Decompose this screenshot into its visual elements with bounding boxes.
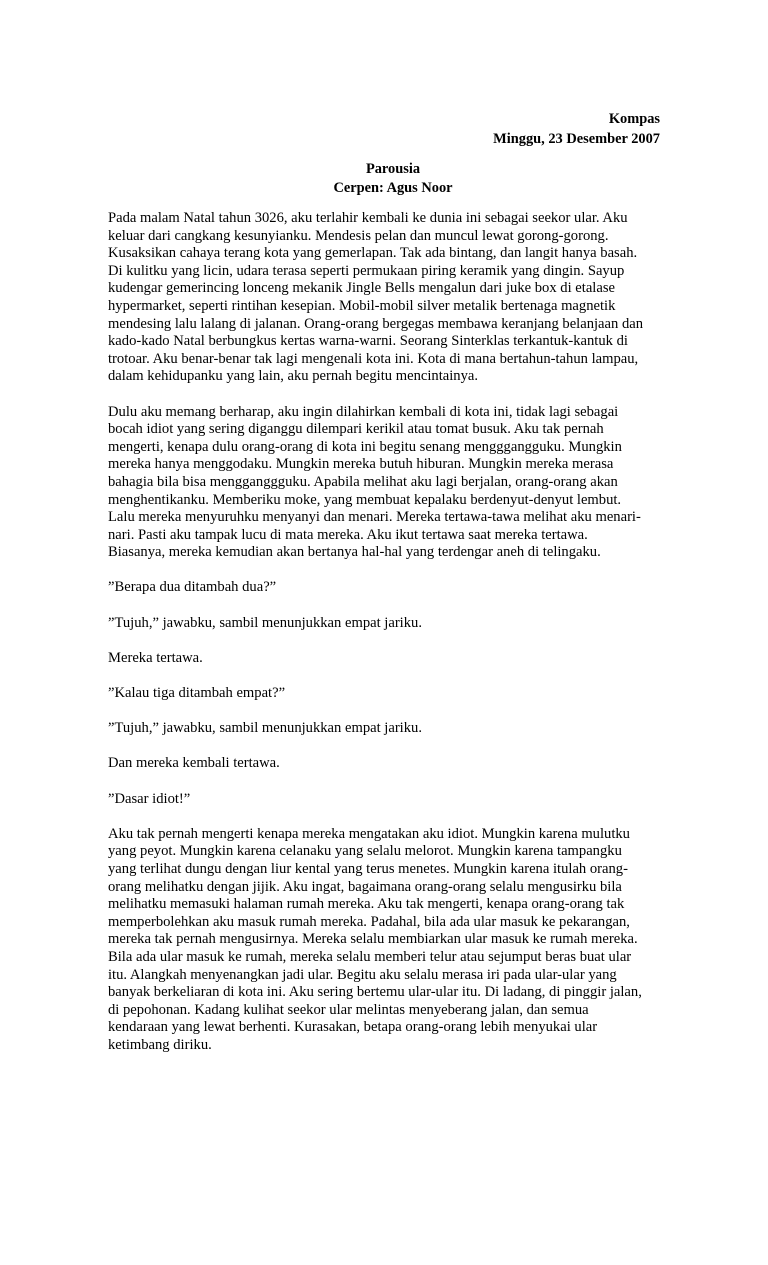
text-line: bocah idiot yang sering diganggu dilempari kerikil atau tomat busuk. Aku tak pernah — [108, 421, 604, 438]
text-line: yang peyot. Mungkin karena celanaku yang selalu melorot. Mungkin karena tampangku — [108, 843, 622, 860]
text-line: banyak berkeliaran di kota ini. Aku sering bertemu ular-ular itu. Di ladang, di pinggir jalan, — [108, 984, 642, 1001]
text-line: Biasanya, mereka kemudian akan bertanya hal-hal yang terdengar aneh di telingaku. — [108, 544, 601, 561]
text-line: Dulu aku memang berharap, aku ingin dilahirkan kembali di kota ini, tidak lagi sebagai — [108, 403, 619, 420]
paragraph — [108, 791, 664, 809]
paragraph — [108, 755, 664, 773]
text-line: Bila ada ular masuk ke rumah, mereka selalu memberi telur atau sejumput beras buat ular — [108, 948, 632, 965]
paragraph — [108, 404, 664, 562]
text-line: mendesing lalu lalang di jalanan. Orang-orang bergegas membawa keranjang belanjaan dan — [108, 315, 644, 332]
text-line: ketimbang diriku. — [108, 1036, 212, 1053]
text-line: nari. Pasti aku tampak lucu di mata mereka. Aku ikut tertawa saat mereka tertawa. — [108, 526, 588, 543]
paragraph — [108, 650, 664, 668]
text-line: kendaraan yang lewat berhenti. Kurasakan, betapa orang-orang lebih menyukai ular — [108, 1019, 598, 1036]
text-line: Kusaksikan cahaya terang kota yang gemerlapan. Tak ada bintang, dan langit hanya basah. — [108, 245, 638, 262]
story-author: Cerpen: Agus Noor — [333, 180, 453, 196]
text-line: Mereka tertawa. — [108, 649, 203, 666]
text-line: menghentikanku. Memberiku moke, yang membuat kepalaku berdenyut-denyut lembut. — [108, 491, 622, 508]
text-line: trotoar. Aku benar-benar tak lagi mengenali kota ini. Kota di mana bertahun-tahun lampau, — [108, 350, 639, 367]
text-line: ”Tujuh,” jawabku, sambil menunjukkan empat jariku. — [108, 720, 422, 737]
text-line: mereka hanya menggodaku. Mungkin mereka butuh hiburan. Mungkin mereka merasa — [108, 456, 614, 473]
text-line: mengerti, kenapa dulu orang-orang di kota ini begitu senang mengggangguku. Mungkin — [108, 438, 622, 455]
text-line: hypermarket, seperti rintihan kesepian. Mobil-mobil silver metalik bertenaga magnetik — [108, 297, 616, 314]
text-line: ”Dasar idiot!” — [108, 790, 191, 807]
paragraph — [108, 685, 664, 703]
text-line: di pepohonan. Kadang kulihat seekor ular melintas menyeberang jalan, dan semua — [108, 1001, 589, 1018]
publication-date: Minggu, 23 Desember 2007 — [493, 131, 660, 147]
text-line: itu. Alangkah menyenangkan jadi ular. Begitu aku selalu merasa iri pada ular-ular yang — [108, 966, 617, 983]
text-line: ”Tujuh,” jawabku, sambil menunjukkan empat jariku. — [108, 614, 422, 631]
text-line: ”Kalau tiga ditambah empat?” — [108, 685, 286, 702]
text-line: Pada malam Natal tahun 3026, aku terlahir kembali ke dunia ini sebagai seekor ular. Aku — [108, 210, 628, 226]
text-line: kado-kado Natal berbungkus kertas warna-warni. Seorang Sinterklas terkantuk-kantuk di — [108, 333, 628, 350]
text-line: orang melihatku dengan jijik. Aku ingat, bagaimana orang-orang selalu mengusirku bila — [108, 878, 622, 895]
text-line: bahagia bila bisa mengganggguku. Apabila melihat aku lagi berjalan, orang-orang akan — [108, 473, 618, 490]
title-block — [0, 160, 768, 198]
paragraph — [108, 826, 664, 1055]
text-line: melihatku memasuki halaman rumah mereka. Aku tak mengerti, kenapa orang-orang tak — [108, 896, 625, 913]
header — [493, 109, 660, 149]
text-line: Di kulitku yang licin, udara terasa seperti permukaan piring keramik yang dingin. Sayup — [108, 262, 625, 279]
paragraph — [108, 720, 664, 738]
publication-name: Kompas — [608, 111, 660, 127]
text-line: ”Berapa dua ditambah dua?” — [108, 579, 277, 596]
story-body — [108, 210, 664, 1072]
text-line: Aku tak pernah mengerti kenapa mereka mengatakan aku idiot. Mungkin karena mulutku — [108, 825, 630, 842]
story-title: Parousia — [365, 161, 421, 177]
text-line: keluar dari cangkang kesunyianku. Mendesis pelan dan muncul lewat gorong-gorong. — [108, 227, 609, 244]
text-line: Lalu mereka menyuruhku menyanyi dan menari. Mereka tertawa-tawa melihat aku menari- — [108, 509, 641, 526]
paragraph — [108, 579, 664, 597]
text-line: memperbolehkan aku masuk rumah mereka. Padahal, bila ada ular masuk ke pekarangan, — [108, 913, 630, 930]
text-line: kudengar gemerincing lonceng mekanik Jingle Bells mengalun dari juke box di etalase — [108, 280, 615, 297]
text-line: dalam kehidupanku yang lain, aku pernah begitu mencintainya. — [108, 368, 478, 385]
paragraph — [108, 210, 664, 386]
text-line: yang terlihat dungu dengan liur kental yang terus menetes. Mungkin karena itulah orang- — [108, 860, 628, 877]
paragraph — [108, 615, 664, 633]
text-line: Dan mereka kembali tertawa. — [108, 755, 280, 772]
text-line: mereka tak pernah mengusirnya. Mereka selalu membiarkan ular masuk ke rumah mereka. — [108, 931, 638, 948]
